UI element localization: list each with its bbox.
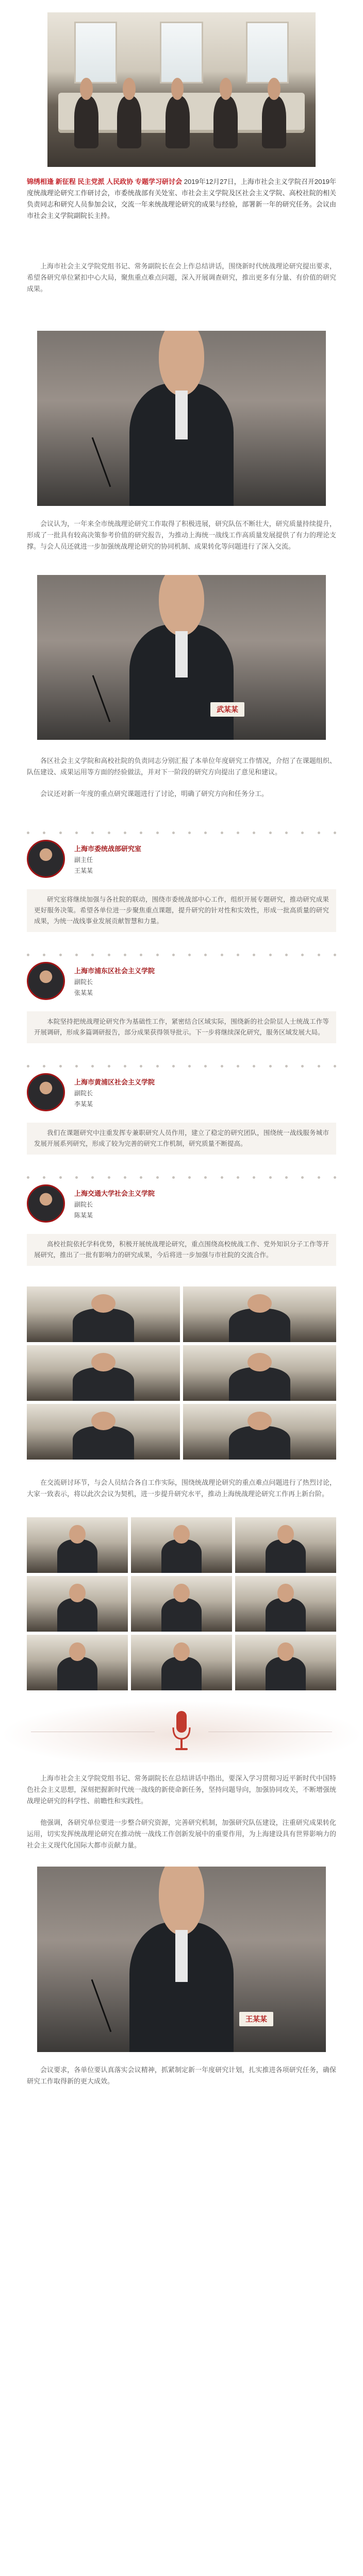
photo-grid-2 [27,1517,336,1690]
speaker-org: 上海市黄浦区社会主义学院 [74,1078,155,1086]
speaker-name: 王某某 [74,867,93,874]
grid-photo [235,1635,336,1690]
speaker-org: 上海交通大学社会主义学院 [74,1189,155,1197]
paragraph-1: 上海市社会主义学院党组书记、常务副院长在会上作总结讲话，围绕新时代统战理论研究提出要求，希望各研究单位紧扣中心大局，聚焦重点难点问题，深入开展调查研究，推出更多有分量、有价值的研究成果。 [27,262,336,293]
speaker-quote-1: 研究室将继续加强与各社院的联动，围绕市委统战部中心工作，组织开展专题研究，推动研究成果更好服务决策。希望各单位进一步聚焦重点课题，提升研究的针对性和实效性，形成一批高质量的研究成果，为统一战线事业发展贡献智慧和力量。 [27,889,336,932]
speaker-photo-3 [37,1867,326,2052]
meeting-photo-1 [47,12,316,167]
speaker-quote-4: 高校社院依托学科优势，积极开展统战理论研究，重点围绕高校统战工作、党外知识分子工作等开展研究，推出了一批有影响力的研究成果，今后将进一步加强与市社院的交流合作。 [27,1234,336,1266]
speaker-photo-2 [37,575,326,740]
grid-photo [131,1635,232,1690]
grid-photo [235,1517,336,1573]
speaker-role: 副主任 [74,856,93,863]
grid-photo [183,1404,336,1460]
speaker-quote-3: 我们在课题研究中注重发挥专兼职研究人员作用，建立了稳定的研究团队，围绕统一战线服务城市发展开展系列研究，形成了较为完善的研究工作机制，研究质量不断提高。 [27,1123,336,1155]
grid-photo [27,1635,128,1690]
speaker-name: 李某某 [74,1100,93,1108]
speaker-name: 陈某某 [74,1211,93,1219]
speaker-card-4 [27,1180,336,1227]
speaker-card-2 [27,958,336,1004]
nameplate-2: 王某某 [239,2012,273,2026]
paragraph-3: 各区社会主义学院和高校社院的负责同志分别汇报了本单位年度研究工作情况，介绍了在课题组织、队伍建设、成果运用等方面的经验做法，并对下一阶段的研究方向提出了意见和建议。 [27,757,336,776]
decorative-band [0,1701,363,1762]
paragraph-8: 会议要求，各单位要认真落实会议精神，抓紧制定新一年度研究计划，扎实推进各项研究任务，确保研究工作取得新的更大成效。 [27,2066,336,2085]
grid-photo [27,1404,180,1460]
paragraph-6: 上海市社会主义学院党组书记、常务副院长在总结讲话中指出，要深入学习贯彻习近平新时代中国特色社会主义思想，深刻把握新时代统一战线的新使命新任务，坚持问题导向，加强协同攻关，不断增强统战理论研究的科学性、前瞻性和实践性。 [27,1774,336,1805]
speaker-quote-2: 本院坚持把统战理论研究作为基础性工作，紧密结合区域实际，围绕新的社会阶层人士统战工作等开展调研，形成多篇调研报告，部分成果获得领导批示。下一步将继续深化研究，服务区域发展大局。 [27,1011,336,1043]
speaker-card-3 [27,1069,336,1115]
grid-photo [27,1517,128,1573]
grid-photo [183,1286,336,1342]
grid-photo [183,1345,336,1401]
avatar [27,840,65,878]
speaker-card-1 [27,836,336,882]
paragraph-7: 他强调，各研究单位要进一步整合研究资源，完善研究机制，加强研究队伍建设，注重研究成果转化运用，切实发挥统战理论研究在推动统一战线工作创新发展中的重要作用，为上海建设具有世界影响力的社会主义现代化国际大都市贡献力量。 [27,1819,336,1849]
intro-highlight: 锦绣相逢 新征程 民主党派 人民政协 专题学习研讨会 [27,178,183,185]
avatar [27,962,65,1000]
speaker-photo-1 [37,331,326,506]
avatar [27,1184,65,1223]
speaker-role: 副院长 [74,978,93,986]
grid-photo [131,1517,232,1573]
dot-divider [27,831,336,836]
grid-photo [235,1576,336,1632]
intro-body: 2019年12月27日，上海市社会主义学院召开2019年度统战理论研究工作研讨会，市委统战部有关处室、市社会主义学院及区社会主义学院、高校社院的相关负责同志和研究人员参加会议，交流一年来统战理论研究的成果与经验，部署新一年的研究任务。会议由市社会主义学院副院长主持。 [27,178,336,219]
grid-photo [27,1576,128,1632]
microphone-icon [170,1710,193,1753]
paragraph-2: 会议认为，一年来全市统战理论研究工作取得了积极进展，研究队伍不断壮大，研究质量持续提升，形成了一批具有较高决策参考价值的研究报告，为推动上海统一战线工作高质量发展提供了有力的理论支撑。与会人员还就进一步加强统战理论研究的协同机制、成果转化等问题进行了深入交流。 [27,520,336,550]
grid-photo [27,1345,180,1401]
photo-grid-1 [27,1286,336,1460]
dot-divider [27,1064,336,1069]
grid-photo [131,1576,232,1632]
paragraph-5: 在交流研讨环节，与会人员结合各自工作实际，围绕统战理论研究的重点难点问题进行了热烈讨论，大家一致表示，将以此次会议为契机，进一步提升研究水平，推动上海统战理论研究工作再上新台阶。 [27,1479,336,1498]
speaker-role: 副院长 [74,1200,93,1208]
nameplate-1: 武某某 [210,702,244,717]
paragraph-4: 会议还对新一年度的重点研究课题进行了讨论，明确了研究方向和任务分工。 [40,790,269,798]
speaker-role: 副院长 [74,1089,93,1097]
dot-divider [27,953,336,958]
speaker-org: 上海市浦东区社会主义学院 [74,967,155,975]
dot-divider [27,1175,336,1180]
intro-text [27,176,336,222]
speaker-name: 张某某 [74,989,93,996]
grid-photo [27,1286,180,1342]
avatar [27,1073,65,1111]
speaker-org: 上海市委统战部研究室 [74,844,142,853]
